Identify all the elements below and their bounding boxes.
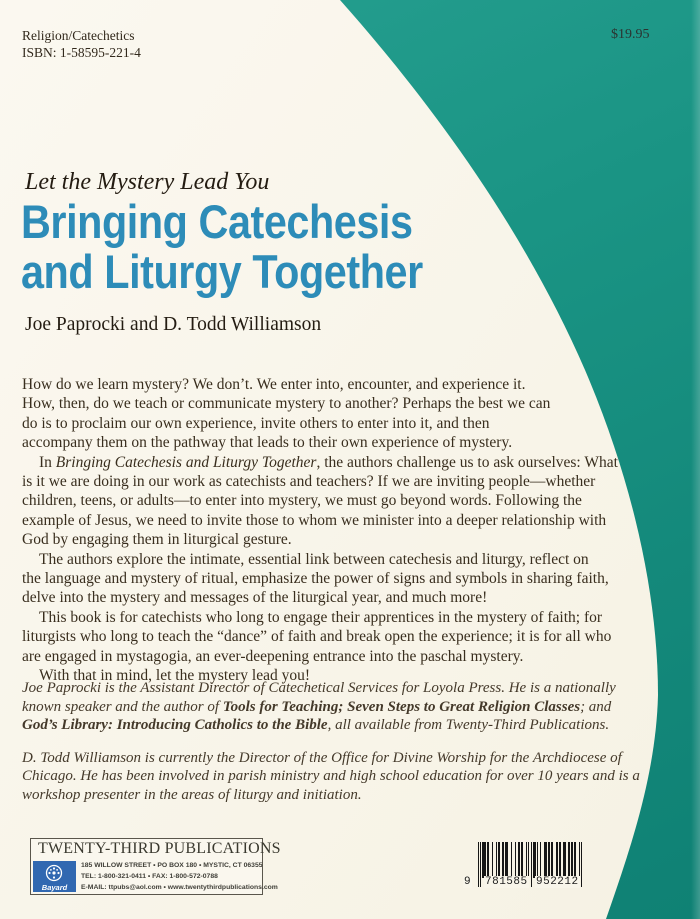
barcode xyxy=(455,842,595,904)
description-paragraph: How do we learn mystery? We don’t. We enter into, encounter, and experience it. How, then, do we teach or communicate mystery to another? Perhaps the best we can do is to proclaim our own experience, invite others to enter into it, and then accompany them on the pathway that leads to their own experience of mystery. xyxy=(22,376,551,452)
barcode-digits-right: 952212 xyxy=(536,876,579,888)
barcode-digit-lead: 9 xyxy=(464,876,472,888)
bio-text: Joe Paprocki is the Assistant Director of Catechetical Services for Loyola Press. He is a nationally known speaker and the author of xyxy=(22,680,616,715)
description-paragraph: With that in mind, let the mystery lead you! xyxy=(39,667,311,685)
tagline: Let the Mystery Lead You xyxy=(25,169,270,195)
bayard-label: Bayard xyxy=(41,883,68,892)
author-bio-paprocki xyxy=(22,679,647,735)
book-title xyxy=(21,197,423,297)
description-paragraph: This book is for catechists who long to engage their apprentices in the mystery of faith; for liturgists who long to teach the “dance” of faith and break open the experience; it is for all who are engaged in mystagogia, an ever-deepening entrance into the paschal mystery. xyxy=(22,608,612,665)
isbn-label: ISBN: 1-58595-221-4 xyxy=(22,44,141,60)
book-title-line1: Bringing Catechesis xyxy=(21,195,413,248)
publisher-box xyxy=(30,838,281,895)
barcode-digits-left: 781585 xyxy=(485,876,528,888)
paragraph-text: , the authors challenge us to ask ourselves: What is it we are doing in our work as catechists and teachers? If we are inviting people—whether children, teens, or adults—to enter into mystery, we must go beyond words. Following the example of Jesus, we need to invite those to whom we minister into a deeper relationship with God by engaging them in liturgical gesture. xyxy=(22,453,618,549)
author-bios xyxy=(22,679,647,804)
description-paragraph xyxy=(22,453,620,550)
page-edge-highlight xyxy=(691,0,700,919)
publisher-email-web: E-MAIL: ttpubs@aol.com • www.twentythirdpublications.com xyxy=(81,884,278,891)
category-block xyxy=(22,28,141,61)
bio-text: , all available from Twenty-Third Publications. xyxy=(327,717,610,733)
publisher-phone: TEL: 1-800-321-0411 • FAX: 1-800-572-0788 xyxy=(81,873,218,880)
authors-byline: Joe Paprocki and D. Todd Williamson xyxy=(25,314,322,335)
publisher-street: 185 WILLOW STREET • PO BOX 180 • MYSTIC, CT 06355 xyxy=(81,862,263,869)
paragraph-text: In xyxy=(39,453,56,471)
bio-text: ; and xyxy=(580,698,612,715)
author-bio-williamson: D. Todd Williamson is currently the Director of the Office for Divine Worship for the Archdiocese of Chicago. He has been involved in parish ministry and high school education for over 10 years and is a workshop presenter in the areas of liturgy and initiation. xyxy=(22,749,640,803)
publisher-name: TWENTY-THIRD PUBLICATIONS xyxy=(38,840,281,857)
bio-book-title: Tools for Teaching; Seven Steps to Great Religion Classes xyxy=(222,698,581,715)
description-paragraph: The authors explore the intimate, essential link between catechesis and liturgy, reflect on the language and mystery of ritual, emphasize the power of signs and symbols in sharing faith, delve into the mystery and messages of the liturgical year, and much more! xyxy=(22,550,609,607)
bio-book-title: God’s Library: Introducing Catholics to the Bible xyxy=(22,717,328,733)
bayard-emblem-icon xyxy=(44,863,64,883)
publisher-address xyxy=(81,860,278,893)
book-title-mention: Bringing Catechesis and Liturgy Together xyxy=(55,453,317,471)
price-label: $19.95 xyxy=(611,27,650,42)
back-cover-description xyxy=(22,375,622,686)
bayard-logo xyxy=(33,861,76,892)
category-label: Religion/Catechetics xyxy=(22,28,135,43)
book-title-line2: and Liturgy Together xyxy=(21,245,423,298)
